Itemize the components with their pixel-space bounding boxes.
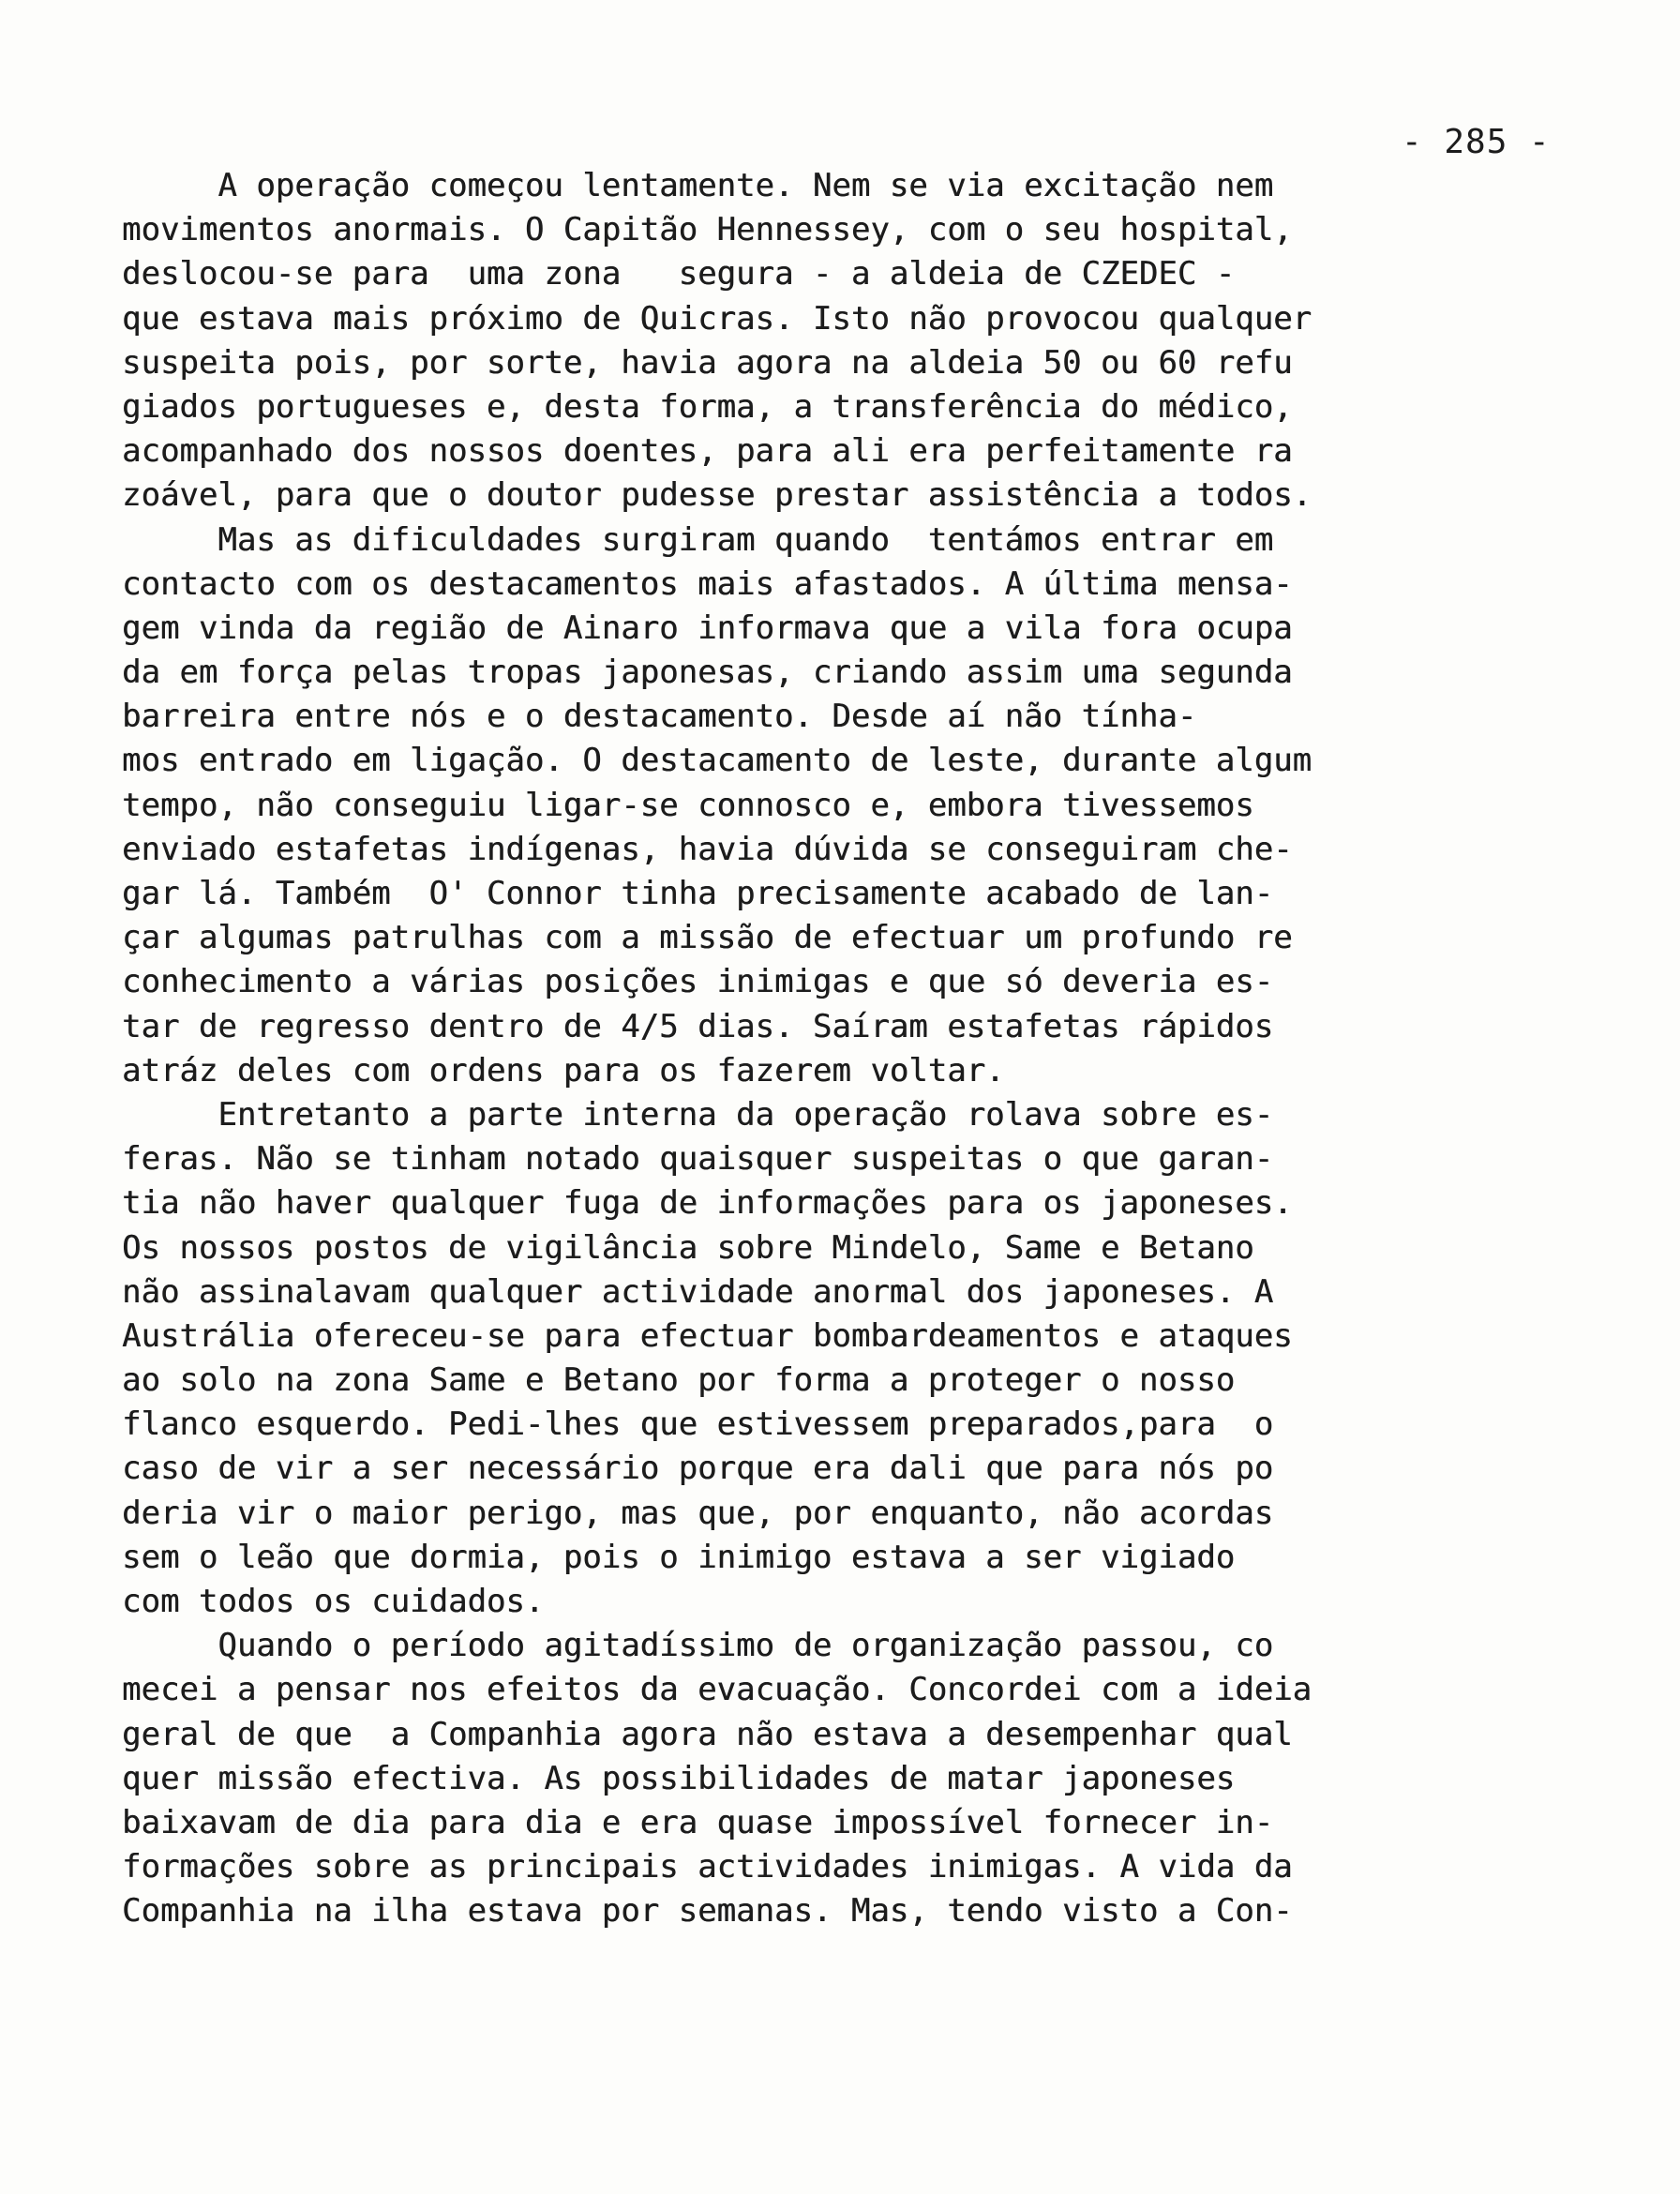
text-line: Austrália ofereceu-se para efectuar bombardeamentos e ataques [122, 1316, 1293, 1355]
text-line: feras. Não se tinham notado quaisquer suspeitas o que garan- [122, 1140, 1274, 1179]
page-number: - 285 - [1402, 123, 1551, 161]
text-line: zoável, para que o doutor pudesse prestar assistência a todos. [122, 476, 1312, 515]
text-line: Companhia na ilha estava por semanas. Mas, tendo visto a Con- [122, 1892, 1293, 1931]
text-line: tia não haver qualquer fuga de informações para os japoneses. [122, 1184, 1293, 1223]
text-line: contacto com os destacamentos mais afastados. A última mensa- [122, 564, 1293, 603]
text-line: ao solo na zona Same e Betano por forma a proteger o nosso [122, 1361, 1236, 1400]
text-line: barreira entre nós e o destacamento. Desde aí não tínha- [122, 698, 1197, 736]
text-line: caso de vir a ser necessário porque era dali que para nós po [122, 1450, 1274, 1488]
text-line: sem o leão que dormia, pois o inimigo estava a ser vigiado [122, 1538, 1236, 1576]
text-line: Entretanto a parte interna da operação rolava sobre es- [122, 1095, 1274, 1134]
text-line: flanco esquerdo. Pedi-lhes que estivessem preparados,para o [122, 1405, 1274, 1444]
text-line: baixavam de dia para dia e era quase impossível fornecer in- [122, 1803, 1274, 1841]
text-line: gar lá. Também O' Connor tinha precisamente acabado de lan- [122, 875, 1274, 912]
text-line: que estava mais próximo de Quicras. Isto não provocou qualquer [122, 299, 1312, 338]
text-line: suspeita pois, por sorte, havia agora na aldeia 50 ou 60 refu [122, 343, 1293, 382]
text-line: enviado estafetas indígenas, havia dúvida se conseguiram che- [122, 830, 1293, 868]
text-line: quer missão efectiva. As possibilidades de matar japoneses [122, 1759, 1236, 1797]
text-line: Os nossos postos de vigilância sobre Mindelo, Same e Betano [122, 1228, 1254, 1267]
text-line: geral de que a Companhia agora não estava a desempenhar qual [122, 1715, 1293, 1753]
text-line: formações sobre as principais actividades inimigas. A vida da [122, 1848, 1293, 1886]
text-line: giados portugueses e, desta forma, a transferência do médico, [122, 387, 1293, 426]
text-line: gem vinda da região de Ainaro informava que a vila fora ocupa [122, 609, 1293, 647]
text-line: com todos os cuidados. [122, 1583, 545, 1620]
text-line: Mas as dificuldades surgiram quando tentámos entrar em [122, 520, 1274, 559]
text-line: mecei a pensar nos efeitos da evacuação. Concordei com a ideia [122, 1671, 1312, 1709]
text-line: conhecimento a várias posições inimigas e que só deveria es- [122, 963, 1274, 1001]
text-line: não assinalavam qualquer actividade anormal dos japoneses. A [122, 1272, 1274, 1311]
text-line: tempo, não conseguiu ligar-se connosco e, embora tivessemos [122, 786, 1254, 824]
body-text [122, 164, 1584, 1934]
text-line: A operação começou lentamente. Nem se via excitação nem [122, 167, 1274, 204]
text-line: da em força pelas tropas japonesas, criando assim uma segunda [122, 654, 1293, 692]
text-line: Quando o período agitadíssimo de organização passou, co [122, 1627, 1274, 1665]
text-line: çar algumas patrulhas com a missão de efectuar um profundo re [122, 919, 1293, 957]
text-line: acompanhado dos nossos doentes, para ali era perfeitamente ra [122, 432, 1293, 471]
text-line: deria vir o maior perigo, mas que, por enquanto, não acordas [122, 1494, 1274, 1532]
text-line: movimentos anormais. O Capitão Hennessey, com o seu hospital, [122, 211, 1293, 249]
text-line: tar de regresso dentro de 4/5 dias. Saíram estafetas rápidos [122, 1007, 1274, 1045]
text-line: deslocou-se para uma zona segura - a aldeia de CZEDEC - [122, 255, 1236, 293]
text-line: mos entrado em ligação. O destacamento de leste, durante algum [122, 742, 1312, 780]
text-line: atráz deles com ordens para os fazerem voltar. [122, 1051, 1005, 1089]
